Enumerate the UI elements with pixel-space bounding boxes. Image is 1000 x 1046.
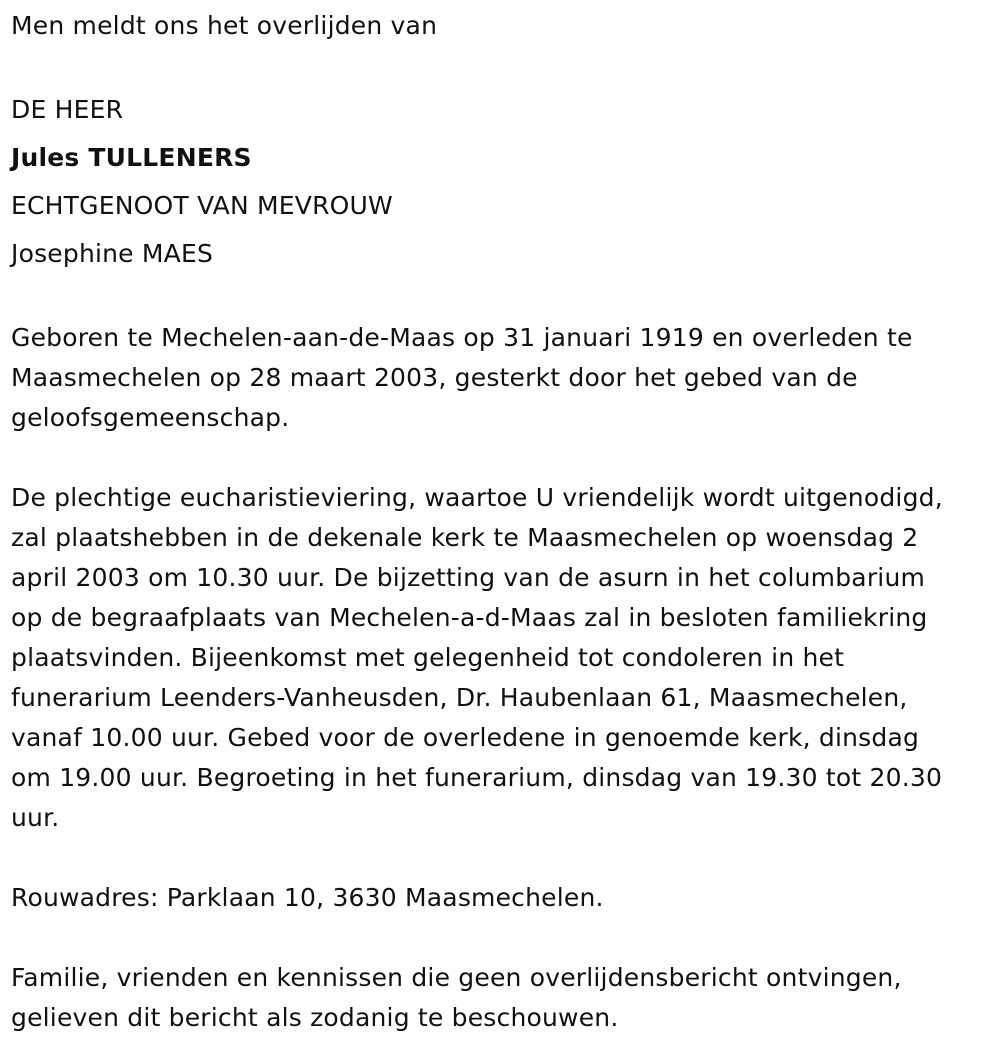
paragraph-line: vanaf 10.00 uur. Gebed voor de overledene in genoemde kerk, dinsdag [11,723,920,752]
ceremony-paragraph [11,478,991,838]
mourning-address: Rouwadres: Parklaan 10, 3630 Maasmechelen. [11,883,604,912]
paragraph-line: gelieven dit bericht als zodanig te beschouwen. [11,1003,619,1032]
paragraph-line: De plechtige eucharistieviering, waartoe U vriendelijk wordt uitgenodigd, [11,483,943,512]
intro-text: Men meldt ons het overlijden van [11,11,438,40]
paragraph-line: plaatsvinden. Bijeenkomst met gelegenheid tot condoleren in het [11,643,845,672]
paragraph-line: Familie, vrienden en kennissen die geen overlijdensbericht ontvingen, [11,963,902,992]
paragraph-line: uur. [11,803,60,832]
mourning-address-paragraph [11,878,991,918]
paragraph-line: om 19.00 uur. Begroeting in het funerarium, dinsdag van 19.30 tot 20.30 [11,763,943,792]
birth-death-paragraph [11,318,991,438]
paragraph-line: funerarium Leenders-Vanheusden, Dr. Haubenlaan 61, Maasmechelen, [11,683,908,712]
spouse-name: Josephine MAES [11,239,214,268]
closing-paragraph [11,958,991,1038]
honorific-title: DE HEER [11,95,124,124]
paragraph-line: op de begraafplaats van Mechelen-a-d-Maas zal in besloten familiekring [11,603,928,632]
paragraph-line: geloofsgemeenschap. [11,403,290,432]
spouse-title: ECHTGENOOT VAN MEVROUW [11,191,393,220]
death-notice [11,0,991,1038]
paragraph-line: Maasmechelen op 28 maart 2003, gesterkt door het gebed van de [11,363,858,392]
paragraph-line: zal plaatshebben in de dekenale kerk te Maasmechelen op woensdag 2 [11,523,919,552]
paragraph-line: Geboren te Mechelen-aan-de-Maas op 31 januari 1919 en overleden te [11,323,913,352]
deceased-name: Jules TULLENERS [11,143,252,172]
paragraph-line: april 2003 om 10.30 uur. De bijzetting van de asurn in het columbarium [11,563,926,592]
